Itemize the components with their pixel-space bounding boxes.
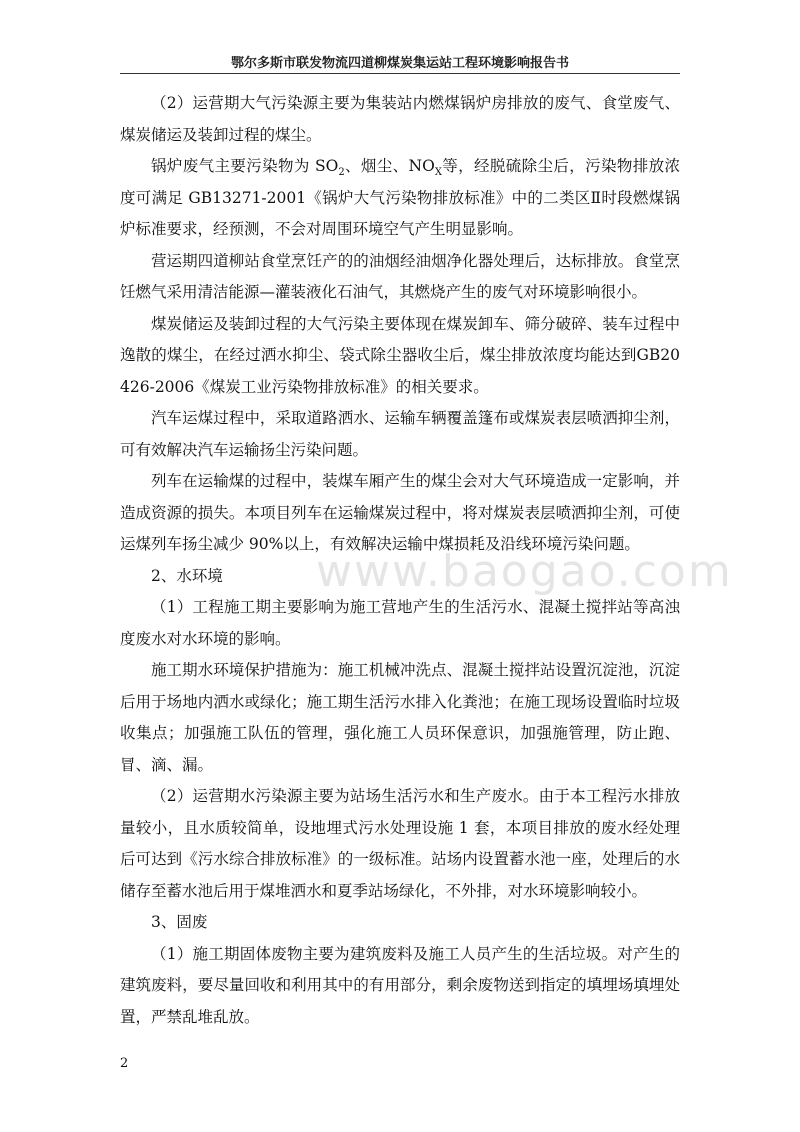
paragraph-water-measures: 施工期水环境保护措施为：施工机械冲洗点、混凝土搅拌站设置沉淀池，沉淀后用于场地内洒水或绿化；施工期生活污水排入化粪池；在施工现场设置临时垃圾收集点；加强施工队伍的管理，强化施工人员环保意识，加强施管理，防止跑、冒、滴、漏。: [120, 661, 680, 774]
page-header: 鄂尔多斯市联发物流四道柳煤炭集运站工程环境影响报告书: [230, 56, 569, 71]
watermark: www.baogao.com: [316, 546, 733, 597]
header-rule: [120, 73, 680, 74]
paragraph-boiler-emissions: [120, 151, 680, 246]
paragraph-truck-transport: 汽车运煤过程中，采取道路洒水、运输车辆覆盖篷布或煤炭表层喷洒抑尘剂，可有效解决汽车运输扬尘污染问题。: [120, 409, 680, 459]
section-heading-water: 2、水环境: [151, 566, 223, 585]
paragraph-operation-air: （2）运营期大气污染源主要为集装站内燃煤锅炉房排放的废气、食堂废气、煤炭储运及装卸过程的煤尘。: [120, 94, 680, 144]
paragraph-train-transport: 列车在运输煤的过程中，装煤车厢产生的煤尘会对大气环境造成一定影响，并造成资源的损失。本项目列车在运输煤炭过程中，将对煤炭表层喷洒抑尘剂，可使运煤列车扬尘减少 90%以上，有效解决运输中煤损耗及沿线环境污染问题。: [120, 472, 680, 553]
paragraph-construction-waste: （1）施工期固体废物主要为建筑废料及施工人员产生的生活垃圾。对产生的建筑废料，要尽量回收和利用其中的有用部分，剩余废物送到指定的填埋场填埋处置，严禁乱堆乱放。: [120, 944, 680, 1026]
nox-subscript: X: [434, 167, 442, 179]
paragraph-operation-water: （2）运营期水污染源主要为站场生活污水和生产废水。由于本工程污水排放量较小，且水质较简单，设地埋式污水处理设施 1 套，本项目排放的废水经处理后可达到《污水综合排放标准》的一级标准。站场内设置蓄水池一座，处理后的水储存至蓄水池后用于煤堆洒水和夏季站场绿化，不外排，对水环境影响较小。: [120, 787, 680, 900]
text-nox: 、烟尘、NO: [344, 157, 435, 175]
section-heading-solid-waste: 3、固废: [151, 913, 208, 931]
paragraph-construction-water: （1）工程施工期主要影响为施工营地产生的生活污水、混凝土搅拌站等高浊度废水对水环境的影响。: [120, 598, 680, 648]
so2-subscript: 2: [338, 167, 345, 179]
text-so2: 锅炉废气主要污染物为 SO: [151, 157, 339, 175]
paragraph-coal-dust: 煤炭储运及装卸过程的大气污染主要体现在煤炭卸车、筛分破碎、装车过程中逸散的煤尘，在经过洒水抑尘、袋式除尘器收尘后，煤尘排放浓度均能达到GB20426-2006《煤炭工业污染物排放标准》的相关要求。: [120, 314, 680, 396]
paragraph-canteen: 营运期四道柳站食堂烹饪产的的油烟经油烟净化器处理后，达标排放。食堂烹饪燃气采用清洁能源—灌装液化石油气，其燃烧产生的废气对环境影响很小。: [120, 251, 680, 301]
page-number: 2: [120, 1056, 129, 1071]
text-boiler-rest: 等，经脱硫除尘后，污染物排放浓度可满足 GB13271-2001《锅炉大气污染物排放标准》中的二类区Ⅱ时段燃煤锅炉标准要求，经预测，不会对周围环境空气产生明显影响。: [120, 157, 680, 238]
